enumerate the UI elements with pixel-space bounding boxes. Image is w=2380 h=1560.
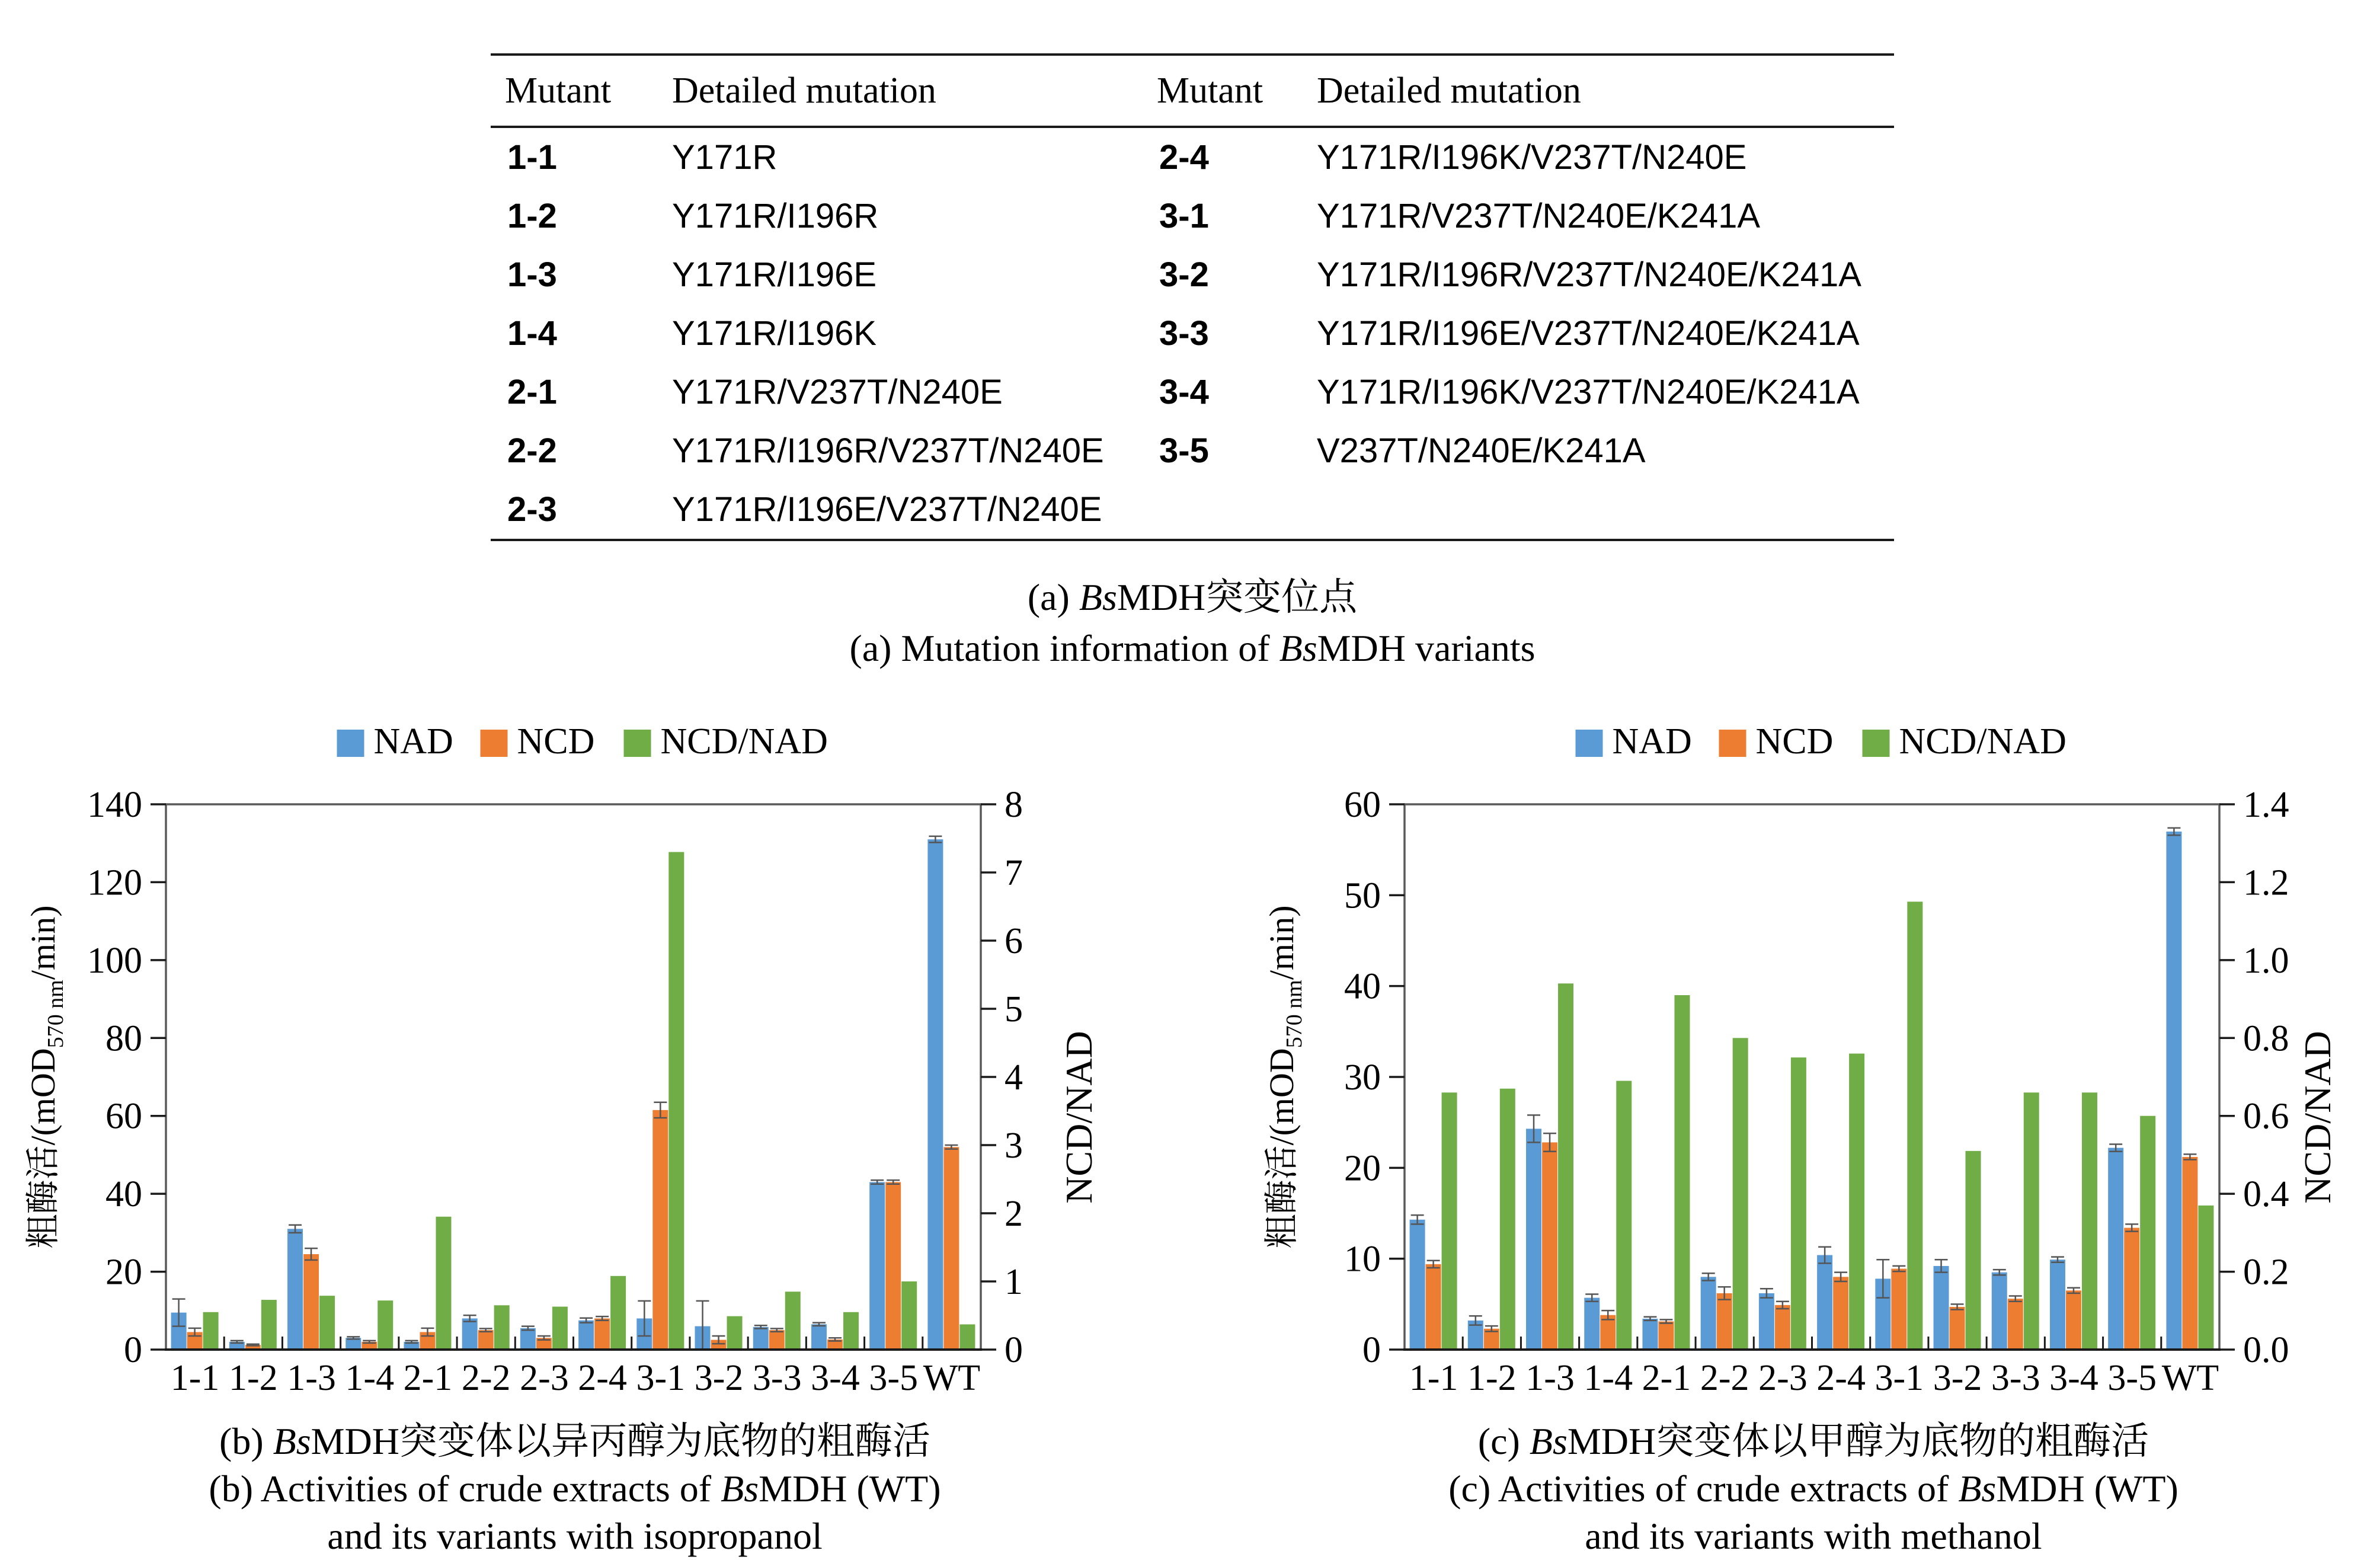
- left-axis-tick-label: 60: [1344, 785, 1381, 825]
- bar-NCD-NAD-3-5: [901, 1281, 917, 1349]
- bar-NAD-1-1: [1410, 1220, 1425, 1349]
- x-axis-category-label: 3-4: [2049, 1358, 2099, 1398]
- header-detail-right: Detailed mutation: [1317, 70, 1581, 111]
- mutant-id-cell: 3-3: [1159, 314, 1209, 353]
- right-axis-tick-label: 6: [1005, 921, 1023, 961]
- bar-NCD-NAD-1-4: [1616, 1081, 1632, 1349]
- bar-NCD-NAD-3-1: [1907, 902, 1922, 1349]
- table-row: [491, 480, 1894, 539]
- mutation-table-header: [491, 56, 1894, 128]
- bar-NCD-3-3: [2008, 1299, 2023, 1349]
- mutant-id-cell: 2-2: [507, 431, 557, 470]
- right-axis-tick-label: 0.6: [2243, 1096, 2289, 1137]
- mutation-detail-cell: Y171R/I196K/V237T/N240E: [1317, 138, 1747, 177]
- mutation-detail-cell: Y171R/I196K: [672, 314, 877, 353]
- mutant-id-cell: 3-5: [1159, 431, 1209, 470]
- bar-NCD-NAD-1-3: [319, 1296, 335, 1349]
- mutant-id-cell: 1-2: [507, 197, 557, 235]
- x-axis-category-label: 1-4: [1584, 1358, 1633, 1398]
- table-row: [491, 128, 1894, 187]
- left-axis-tick-label: 0: [124, 1330, 142, 1370]
- bar-NCD-NAD-2-1: [1674, 995, 1690, 1349]
- bar-NAD-3-5: [2108, 1148, 2123, 1349]
- caption-text-segment: (a) Mutation information of: [849, 627, 1279, 669]
- left-axis-tick-label: 20: [105, 1252, 142, 1293]
- legend-label-NCD: NCD: [517, 721, 595, 762]
- bar-NCD-2-2: [1717, 1293, 1732, 1349]
- caption-b: [18, 1418, 1132, 1560]
- x-axis-category-label: 2-4: [578, 1358, 627, 1398]
- bar-NCD-3-2: [1950, 1307, 1965, 1349]
- x-axis-category-label: 1-3: [1525, 1358, 1575, 1398]
- bar-NCD-1-1: [1426, 1264, 1441, 1349]
- caption-c-en1: [1256, 1465, 2371, 1513]
- x-axis-category-label: 2-3: [520, 1358, 569, 1398]
- bar-NCD-NAD-1-3: [1558, 983, 1573, 1349]
- mutation-detail-cell: Y171R/V237T/N240E/K241A: [1317, 197, 1761, 235]
- bar-NCD-2-3: [1775, 1305, 1790, 1349]
- x-axis-category-label: 2-1: [403, 1358, 453, 1398]
- bar-NAD-1-3: [287, 1229, 303, 1349]
- bar-NCD-NAD-3-1: [668, 852, 684, 1350]
- bar-NCD-NAD-2-4: [1849, 1054, 1864, 1349]
- x-axis-category-label: 3-1: [1874, 1358, 1924, 1398]
- bar-NAD-3-4: [811, 1324, 827, 1349]
- right-axis-tick-label: 0.8: [2243, 1018, 2289, 1059]
- bar-NCD-NAD-2-2: [494, 1305, 510, 1349]
- chart-b-isopropanol: [18, 702, 1144, 1420]
- bar-NAD-2-2: [1701, 1277, 1716, 1349]
- mutation-detail-cell: Y171R/I196R: [672, 197, 879, 235]
- bar-NAD-3-4: [2050, 1259, 2065, 1349]
- x-axis-category-label: 3-2: [1933, 1358, 1982, 1398]
- right-axis-tick-label: 8: [1005, 785, 1023, 825]
- bar-NCD-WT: [2182, 1157, 2197, 1349]
- caption-text-segment: MDH (WT): [759, 1468, 941, 1510]
- bar-NCD-3-5: [885, 1182, 901, 1349]
- bar-NCD-NAD-3-3: [785, 1292, 801, 1349]
- bar-NCD-2-4: [594, 1318, 610, 1349]
- bar-NAD-2-3: [1759, 1293, 1774, 1349]
- legend-swatch-NCD-NAD: [1863, 730, 1890, 757]
- legend-label-NCD-NAD: NCD/NAD: [1899, 721, 2066, 762]
- caption-text-segment: MDH variants: [1317, 627, 1536, 669]
- caption-text-segment: MDH突变体以异丙醇为底物的粗酶活: [311, 1420, 930, 1462]
- legend-label-NAD: NAD: [1612, 721, 1692, 762]
- bar-NAD-WT: [2166, 832, 2181, 1349]
- left-axis-tick-label: 20: [1344, 1148, 1381, 1189]
- x-axis-category-label: 3-3: [752, 1358, 802, 1398]
- x-axis-category-label: 3-5: [2107, 1358, 2157, 1398]
- bar-NCD-2-2: [478, 1330, 494, 1349]
- bar-NCD-NAD-3-4: [2082, 1092, 2097, 1349]
- x-axis-category-label: 2-2: [1700, 1358, 1749, 1398]
- mutant-id-cell: 3-1: [1159, 197, 1209, 235]
- x-axis-category-label: 2-1: [1642, 1358, 1691, 1398]
- x-axis-category-label: 1-2: [228, 1358, 278, 1398]
- table-row: [491, 363, 1894, 421]
- mutation-detail-cell: Y171R/I196K/V237T/N240E/K241A: [1317, 373, 1860, 411]
- legend-swatch-NCD-NAD: [624, 730, 651, 757]
- x-axis-category-label: 3-5: [869, 1358, 919, 1398]
- right-axis-tick-label: 0.4: [2243, 1174, 2289, 1215]
- bar-NAD-2-2: [462, 1318, 478, 1349]
- legend-swatch-NCD: [481, 730, 508, 757]
- left-axis-tick-label: 100: [87, 940, 142, 981]
- bar-NCD-NAD-WT: [2198, 1206, 2213, 1349]
- bar-NCD-NAD-2-3: [552, 1307, 568, 1349]
- caption-text-segment: (b): [219, 1420, 273, 1462]
- table-row: [491, 245, 1894, 304]
- caption-a-zh: [491, 572, 1894, 623]
- caption-b-zh: [18, 1418, 1132, 1465]
- bar-NAD-3-2: [1934, 1266, 1949, 1349]
- bar-NCD-NAD-3-2: [1966, 1151, 1981, 1349]
- x-axis-category-label: 3-4: [811, 1358, 860, 1398]
- bar-NCD-NAD-3-5: [2140, 1116, 2155, 1349]
- right-axis-tick-label: 1.0: [2243, 940, 2289, 981]
- mutant-id-cell: 2-3: [507, 490, 557, 529]
- left-axis-tick-label: 60: [105, 1096, 142, 1137]
- x-axis-category-label: 3-2: [694, 1358, 744, 1398]
- bar-NCD-2-1: [1658, 1321, 1674, 1349]
- caption-italic-segment: Bs: [1079, 576, 1117, 618]
- x-axis-category-label: 3-3: [1991, 1358, 2040, 1398]
- header-mutant-left: Mutant: [505, 70, 612, 111]
- bar-NCD-NAD-WT: [959, 1324, 975, 1349]
- bar-NCD-3-1: [1891, 1269, 1906, 1349]
- caption-italic-segment: Bs: [721, 1468, 759, 1510]
- x-axis-category-label: WT: [923, 1358, 981, 1398]
- caption-b-en1: [18, 1465, 1132, 1513]
- caption-text-segment: and its variants with isopropanol: [327, 1515, 823, 1557]
- right-axis-tick-label: 5: [1005, 989, 1023, 1030]
- bar-NCD-3-1: [652, 1110, 668, 1349]
- bar-NAD-1-3: [1526, 1129, 1541, 1349]
- mutation-table: [491, 53, 1894, 541]
- left-axis-tick-label: 40: [1344, 966, 1381, 1007]
- left-axis-tick-label: 120: [87, 862, 142, 903]
- legend-swatch-NAD: [1576, 730, 1603, 757]
- caption-c-zh: [1256, 1418, 2371, 1465]
- caption-a: [491, 572, 1894, 674]
- right-axis-tick-label: 3: [1005, 1126, 1023, 1166]
- mutation-detail-cell: Y171R/I196E: [672, 255, 877, 294]
- right-axis-tick-label: 4: [1005, 1057, 1023, 1098]
- right-axis-tick-label: 1: [1005, 1262, 1023, 1302]
- legend-swatch-NAD: [337, 730, 364, 757]
- mutation-detail-cell: Y171R/I196R/V237T/N240E/K241A: [1317, 255, 1861, 294]
- left-y-axis-title: 粗酶活/(mOD$_{570 nm}$/min): [24, 905, 68, 1249]
- x-axis-category-label: 1-3: [287, 1358, 336, 1398]
- mutation-table-body: [491, 128, 1894, 539]
- legend-swatch-NCD: [1719, 730, 1746, 757]
- caption-text-segment: MDH (WT): [1996, 1468, 2179, 1510]
- right-axis-tick-label: 7: [1005, 853, 1023, 893]
- bar-NCD-NAD-3-4: [843, 1312, 859, 1349]
- right-axis-tick-label: 0: [1005, 1330, 1023, 1370]
- caption-italic-segment: Bs: [1529, 1420, 1568, 1462]
- right-y-axis-title: NCD/NAD: [1058, 1031, 1100, 1204]
- mutant-id-cell: 2-1: [507, 373, 557, 411]
- x-axis-category-label: 3-1: [636, 1358, 686, 1398]
- header-mutant-right: Mutant: [1157, 70, 1263, 111]
- bar-NCD-NAD-1-1: [203, 1312, 219, 1349]
- legend-label-NCD: NCD: [1755, 721, 1834, 762]
- left-axis-tick-label: 10: [1344, 1239, 1381, 1280]
- caption-italic-segment: Bs: [1958, 1468, 1997, 1510]
- mutation-detail-cell: Y171R: [672, 138, 778, 177]
- caption-text-segment: (c): [1477, 1420, 1530, 1462]
- right-axis-tick-label: 2: [1005, 1194, 1023, 1234]
- bar-NAD-3-3: [753, 1327, 769, 1349]
- x-axis-category-label: 2-3: [1758, 1358, 1808, 1398]
- left-axis-tick-label: 140: [87, 785, 142, 825]
- caption-text-segment: (b) Activities of crude extracts of: [209, 1468, 721, 1510]
- bar-NCD-NAD-2-1: [436, 1217, 451, 1349]
- error-bar: [945, 1145, 958, 1149]
- right-axis-tick-label: 0.0: [2243, 1330, 2289, 1370]
- bar-NAD-2-4: [1817, 1255, 1832, 1349]
- x-axis-category-label: WT: [2161, 1358, 2219, 1398]
- caption-c: [1256, 1418, 2371, 1560]
- header-detail-left: Detailed mutation: [672, 70, 936, 111]
- bar-NCD-NAD-2-3: [1791, 1057, 1806, 1349]
- mutant-id-cell: 1-3: [507, 255, 557, 294]
- caption-text-segment: MDH突变体以甲醇为底物的粗酶活: [1567, 1420, 2149, 1462]
- bar-NAD-3-5: [869, 1182, 885, 1349]
- bar-NCD-NAD-2-4: [610, 1276, 626, 1349]
- mutant-id-cell: 1-4: [507, 314, 557, 353]
- bar-NCD-NAD-1-4: [378, 1300, 393, 1349]
- bar-NCD-NAD-1-2: [261, 1300, 277, 1349]
- bar-NAD-2-4: [578, 1321, 594, 1349]
- error-bar: [812, 1323, 826, 1326]
- bar-NCD-NAD-2-2: [1733, 1038, 1748, 1349]
- bar-NCD-3-5: [2124, 1228, 2139, 1349]
- error-bar: [522, 1326, 535, 1331]
- chart-c-methanol: [1256, 702, 2380, 1420]
- bar-NAD-1-4: [1584, 1298, 1600, 1349]
- caption-c-en2: [1256, 1513, 2371, 1560]
- bar-NCD-1-3: [1542, 1142, 1557, 1349]
- x-axis-category-label: 1-2: [1467, 1358, 1517, 1398]
- table-row: [491, 304, 1894, 363]
- mutation-detail-cell: Y171R/V237T/N240E: [672, 373, 1003, 411]
- caption-text-segment: MDH突变位点: [1117, 576, 1358, 618]
- mutant-id-cell: 3-4: [1159, 373, 1209, 411]
- bar-NCD-2-4: [1833, 1277, 1848, 1349]
- x-axis-category-label: 2-4: [1816, 1358, 1866, 1398]
- bar-NAD-3-3: [1992, 1273, 2007, 1349]
- left-axis-tick-label: 50: [1344, 875, 1381, 916]
- left-axis-tick-label: 80: [105, 1018, 142, 1059]
- right-axis-tick-label: 1.2: [2243, 862, 2289, 903]
- caption-text-segment: (a): [1027, 576, 1079, 618]
- legend-label-NAD: NAD: [373, 721, 453, 762]
- x-axis-category-label: 1-4: [345, 1358, 395, 1398]
- caption-italic-segment: Bs: [1279, 627, 1317, 669]
- left-y-axis-title: 粗酶活/(mOD$_{570 nm}$/min): [1262, 905, 1307, 1249]
- left-axis-tick-label: 0: [1362, 1330, 1381, 1370]
- bar-NCD-3-4: [2066, 1290, 2081, 1349]
- caption-italic-segment: Bs: [273, 1420, 311, 1462]
- table-row: [491, 421, 1894, 480]
- right-axis-tick-label: 1.4: [2243, 785, 2289, 825]
- x-axis-category-label: 2-2: [461, 1358, 511, 1398]
- right-y-axis-title: NCD/NAD: [2296, 1031, 2339, 1204]
- mutation-detail-cell: Y171R/I196E/V237T/N240E/K241A: [1317, 314, 1860, 353]
- caption-text-segment: (c) Activities of crude extracts of: [1448, 1468, 1959, 1510]
- bar-NCD-NAD-3-3: [2024, 1092, 2039, 1349]
- bar-NCD-NAD-3-2: [727, 1316, 743, 1349]
- left-axis-tick-label: 30: [1344, 1057, 1381, 1098]
- table-row: [491, 187, 1894, 245]
- error-bar: [1659, 1319, 1672, 1323]
- mutation-detail-cell: Y171R/I196E/V237T/N240E: [672, 490, 1102, 529]
- mutant-id-cell: 3-2: [1159, 255, 1209, 294]
- x-axis-category-label: 1-1: [1409, 1358, 1458, 1398]
- right-axis-tick-label: 0.2: [2243, 1252, 2289, 1293]
- bar-NCD-NAD-1-1: [1442, 1092, 1457, 1349]
- mutant-id-cell: 1-1: [507, 138, 557, 177]
- caption-text-segment: and its variants with methanol: [1585, 1515, 2042, 1557]
- bar-NAD-2-1: [1642, 1319, 1658, 1349]
- error-bar: [538, 1336, 551, 1340]
- bar-NCD-3-3: [769, 1330, 785, 1349]
- bar-NAD-2-3: [520, 1328, 536, 1349]
- caption-b-en2: [18, 1513, 1132, 1560]
- bar-NCD-NAD-1-2: [1500, 1089, 1515, 1349]
- legend-label-NCD-NAD: NCD/NAD: [660, 721, 828, 762]
- mutant-id-cell: 2-4: [1159, 138, 1209, 177]
- mutation-detail-cell: V237T/N240E/K241A: [1317, 431, 1646, 470]
- bar-NCD-1-3: [303, 1254, 319, 1349]
- mutation-detail-cell: Y171R/I196R/V237T/N240E: [672, 431, 1104, 470]
- left-axis-tick-label: 40: [105, 1174, 142, 1215]
- bar-NCD-WT: [943, 1147, 959, 1349]
- x-axis-category-label: 1-1: [170, 1358, 220, 1398]
- bar-NAD-WT: [927, 839, 943, 1349]
- caption-a-en: [491, 623, 1894, 674]
